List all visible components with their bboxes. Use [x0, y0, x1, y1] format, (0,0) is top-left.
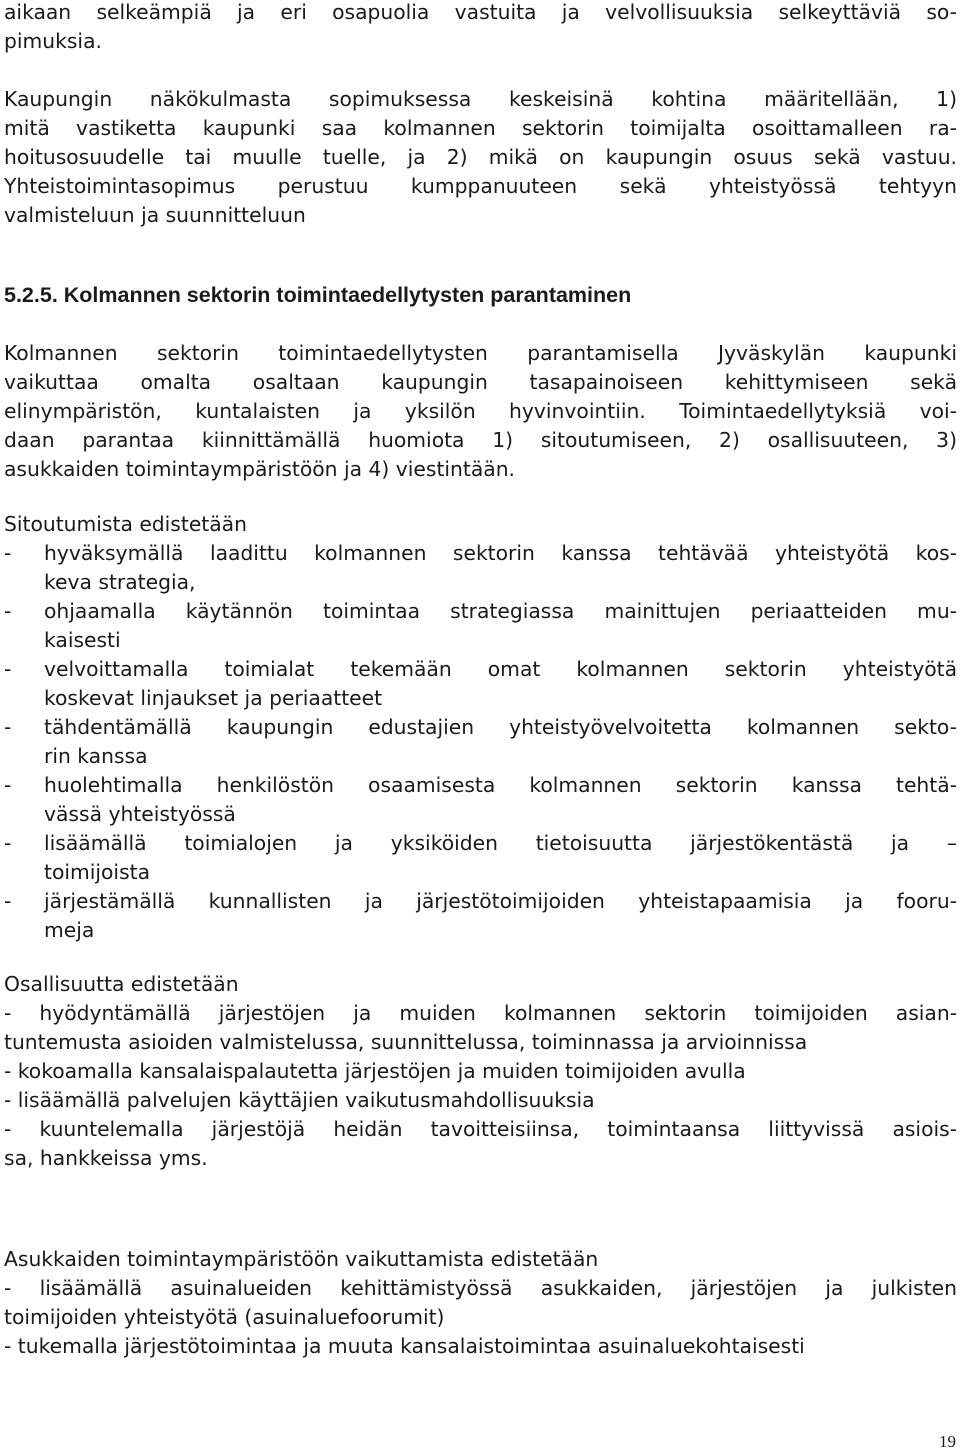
agreement-paragraph — [4, 85, 957, 230]
list-item-line: koskevat linjaukset ja periaatteet — [44, 686, 383, 710]
commitment-title: Sitoutumista edistetään — [4, 512, 247, 536]
conditions-line-4: daan parantaa kiinnittämällä huomiota 1) sitoutumiseen, 2) osallisuuteen, 3) — [4, 428, 957, 452]
list-item-line: rin kanssa — [44, 744, 148, 768]
list-item-line: keva strategia, — [44, 570, 196, 594]
list-item-line: - lisäämällä asuinalueiden kehittämistyössä asukkaiden, järjestöjen ja julkisten — [4, 1276, 957, 1300]
list-dash: - — [4, 541, 12, 565]
list-item — [4, 999, 957, 1057]
list-item-line: - lisäämällä palvelujen käyttäjien vaikutusmahdollisuuksia — [4, 1088, 595, 1112]
list-item-line: hyväksymällä laadittu kolmannen sektorin kanssa tehtävää yhteistyötä kos- — [44, 541, 957, 565]
list-dash: - — [4, 773, 12, 797]
list-item — [4, 539, 957, 597]
list-item-line: vässä yhteistyössä — [44, 802, 236, 826]
conditions-line-1: Kolmannen sektorin toimintaedellytysten parantamisella Jyväskylän kaupunki — [4, 341, 957, 365]
list-item-line: tuntemusta asioiden valmistelussa, suunnittelussa, toiminnassa ja arvioinnissa — [4, 1030, 808, 1054]
list-item — [4, 829, 957, 887]
list-item-line: meja — [44, 918, 95, 942]
list-dash: - — [4, 715, 12, 739]
conditions-line-5: asukkaiden toimintaympäristöön ja 4) viestintään. — [4, 457, 515, 481]
intro-paragraph — [4, 0, 957, 56]
list-item-line: - tukemalla järjestötoimintaa ja muuta kansalaistoimintaa asuinaluekohtaisesti — [4, 1334, 805, 1358]
list-item-line: - hyödyntämällä järjestöjen ja muiden kolmannen sektorin toimijoiden asian- — [4, 1001, 957, 1025]
agreement-line-2: mitä vastiketta kaupunki saa kolmannen sektorin toimijalta osoittamalleen ra- — [4, 116, 957, 140]
list-item — [4, 655, 957, 713]
list-item-line: velvoittamalla toimialat tekemään omat kolmannen sektorin yhteistyötä — [44, 657, 957, 681]
list-dash: - — [4, 657, 12, 681]
list-item — [4, 1057, 957, 1086]
list-item-line: - kokoamalla kansalaispalautetta järjestöjen ja muiden toimijoiden avulla — [4, 1059, 746, 1083]
list-item — [4, 1274, 957, 1332]
section-heading: 5.2.5. Kolmannen sektorin toimintaedellytysten parantaminen — [4, 283, 632, 307]
list-item-line: ohjaamalla käytännön toimintaa strategiassa mainittujen periaatteiden mu- — [44, 599, 957, 623]
intro-line-2: pimuksia. — [4, 29, 102, 53]
agreement-line-1: Kaupungin näkökulmasta sopimuksessa keskeisinä kohtina määritellään, 1) — [4, 87, 957, 111]
intro-line-1: aikaan selkeämpiä ja eri osapuolia vastuita ja velvollisuuksia selkeyttäviä so- — [4, 0, 957, 24]
list-item-line: lisäämällä toimialojen ja yksiköiden tietoisuutta järjestökentästä ja – — [44, 831, 957, 855]
page-number: 19 — [939, 1432, 956, 1451]
list-dash: - — [4, 889, 12, 913]
environment-title: Asukkaiden toimintaympäristöön vaikuttamista edistetään — [4, 1247, 599, 1271]
conditions-line-2: vaikuttaa omalta osaltaan kaupungin tasapainoiseen kehittymiseen sekä — [4, 370, 957, 394]
agreement-line-3: hoitusosuudelle tai muulle tuelle, ja 2) mikä on kaupungin osuus sekä vastuu. — [4, 145, 957, 169]
list-item-line: - kuuntelemalla järjestöjä heidän tavoitteisiinsa, toimintaansa liittyvissä asiois- — [4, 1117, 957, 1141]
environment-list — [4, 1274, 957, 1361]
participation-list — [4, 999, 957, 1173]
conditions-paragraph — [4, 339, 957, 484]
list-item — [4, 1086, 957, 1115]
agreement-line-5: valmisteluun ja suunnitteluun — [4, 203, 306, 227]
list-item — [4, 597, 957, 655]
agreement-line-4: Yhteistoimintasopimus perustuu kumppanuuteen sekä yhteistyössä tehtyyn — [4, 174, 957, 198]
list-item — [4, 1332, 957, 1361]
list-dash: - — [4, 831, 12, 855]
list-item-line: järjestämällä kunnallisten ja järjestötoimijoiden yhteistapaamisia ja fooru- — [44, 889, 957, 913]
list-dash: - — [4, 599, 12, 623]
list-item-line: sa, hankkeissa yms. — [4, 1146, 208, 1170]
list-item-line: tähdentämällä kaupungin edustajien yhteistyövelvoitetta kolmannen sekto- — [44, 715, 957, 739]
list-item — [4, 713, 957, 771]
list-item — [4, 887, 957, 945]
list-item-line: huolehtimalla henkilöstön osaamisesta kolmannen sektorin kanssa tehtä- — [44, 773, 957, 797]
list-item — [4, 1115, 957, 1173]
commitment-list — [4, 539, 957, 945]
list-item-line: toimijoista — [44, 860, 151, 884]
list-item-line: kaisesti — [44, 628, 121, 652]
participation-title: Osallisuutta edistetään — [4, 972, 239, 996]
list-item — [4, 771, 957, 829]
conditions-line-3: elinympäristön, kuntalaisten ja yksilön hyvinvointiin. Toimintaedellytyksiä voi- — [4, 399, 957, 423]
document-page — [4, 0, 957, 1361]
list-item-line: toimijoiden yhteistyötä (asuinaluefoorumit) — [4, 1305, 445, 1329]
